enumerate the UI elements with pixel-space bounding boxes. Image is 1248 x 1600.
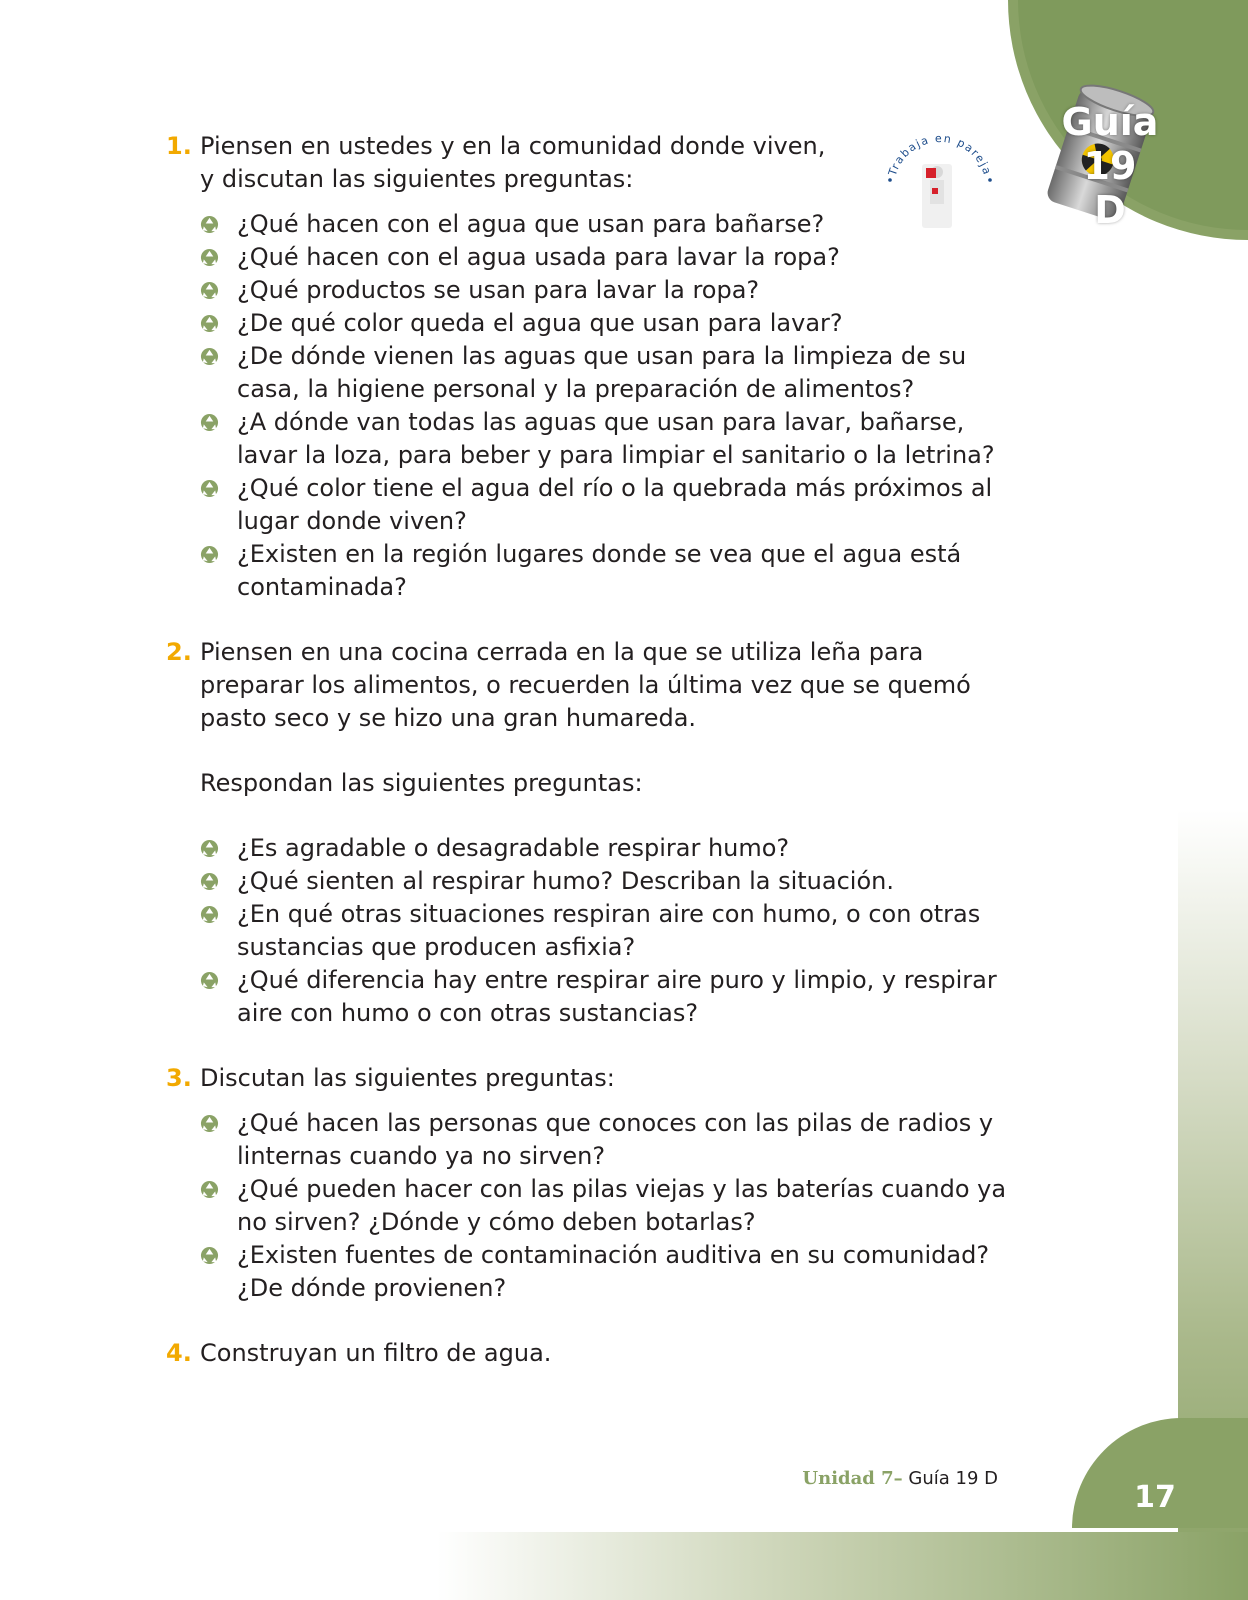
list-item: ¿Qué diferencia hay entre respirar aire puro y limpio, y respirar aire con humo o con otras sustancias? <box>200 964 1020 1030</box>
section-1 <box>160 130 1020 604</box>
question-list <box>200 1107 1020 1305</box>
list-item: ¿Qué sienten al respirar humo? Describan la situación. <box>200 865 1020 898</box>
guide-title <box>1030 100 1190 232</box>
section-intro: Piensen en una cocina cerrada en la que se utiliza leña para preparar los alimentos, o recuerden la última vez que se quemó pasto seco y se hizo una gran humareda. <box>200 638 971 732</box>
section-intro: Construyan un filtro de agua. <box>200 1339 552 1367</box>
section-intro-line: Piensen en ustedes y en la comunidad donde viven, <box>200 132 826 160</box>
section-sub-intro: Respondan las siguientes preguntas: <box>200 769 643 797</box>
list-item: ¿Qué pueden hacer con las pilas viejas y las baterías cuando ya no sirven? ¿Dónde y cómo deben botarlas? <box>200 1173 1020 1239</box>
guide-title-line2: D <box>1094 188 1126 232</box>
section-3 <box>160 1062 1020 1305</box>
recycle-icon <box>200 1246 219 1265</box>
badge-label: Trabaja en pareja <box>885 131 995 178</box>
list-item: ¿Qué hacen con el agua que usan para bañarse? <box>200 208 1020 241</box>
question-list <box>200 832 1020 1030</box>
recycle-icon <box>200 347 219 366</box>
page-footer <box>802 1468 998 1489</box>
section-number: 4. <box>166 1339 192 1367</box>
recycle-icon <box>200 905 219 924</box>
question-list <box>200 208 1020 604</box>
recycle-icon <box>200 413 219 432</box>
section-number: 3. <box>166 1064 192 1092</box>
list-item: ¿De dónde vienen las aguas que usan para la limpieza de su casa, la higiene personal y la preparación de alimentos? <box>200 340 1020 406</box>
list-item: ¿Es agradable o desagradable respirar humo? <box>200 832 1020 865</box>
list-item: ¿Qué productos se usan para lavar la ropa? <box>200 274 1020 307</box>
guide-title-line1: Guía 19 <box>1061 100 1159 188</box>
page-number: 17 <box>1134 1480 1176 1515</box>
recycle-icon <box>200 479 219 498</box>
list-item: ¿Existen fuentes de contaminación auditiva en su comunidad? ¿De dónde provienen? <box>200 1239 1020 1305</box>
recycle-icon <box>200 215 219 234</box>
list-item: ¿Existen en la región lugares donde se vea que el agua está contaminada? <box>200 538 1020 604</box>
recycle-icon <box>200 314 219 333</box>
list-item: ¿Qué color tiene el agua del río o la quebrada más próximos al lugar donde viven? <box>200 472 1020 538</box>
section-intro: Discutan las siguientes preguntas: <box>200 1064 615 1092</box>
recycle-icon <box>200 971 219 990</box>
section-2 <box>160 636 1020 1030</box>
recycle-icon <box>200 281 219 300</box>
list-item: ¿Qué hacen con el agua usada para lavar la ropa? <box>200 241 1020 274</box>
section-number: 1. <box>166 132 192 160</box>
recycle-icon <box>200 248 219 267</box>
list-item: ¿Qué hacen las personas que conoces con las pilas de radios y linternas cuando ya no sirven? <box>200 1107 1020 1173</box>
recycle-icon <box>200 1180 219 1199</box>
recycle-icon <box>200 872 219 891</box>
activity-content <box>160 130 1020 1370</box>
section-intro <box>200 130 1020 196</box>
bottom-gradient-band <box>0 1532 1248 1600</box>
footer-guide: Guía 19 D <box>908 1468 998 1489</box>
section-intro-line: y discutan las siguientes preguntas: <box>200 165 634 193</box>
section-number: 2. <box>166 638 192 666</box>
list-item: ¿A dónde van todas las aguas que usan para lavar, bañarse, lavar la loza, para beber y para limpiar el sanitario o la letrina? <box>200 406 1020 472</box>
section-4 <box>160 1337 1020 1370</box>
footer-separator: – <box>893 1468 903 1489</box>
list-item: ¿En qué otras situaciones respiran aire con humo, o con otras sustancias que producen asfixia? <box>200 898 1020 964</box>
recycle-icon <box>200 1114 219 1133</box>
list-item: ¿De qué color queda el agua que usan para lavar? <box>200 307 1020 340</box>
recycle-icon <box>200 545 219 564</box>
recycle-icon <box>200 839 219 858</box>
footer-unit: Unidad 7 <box>802 1468 894 1489</box>
